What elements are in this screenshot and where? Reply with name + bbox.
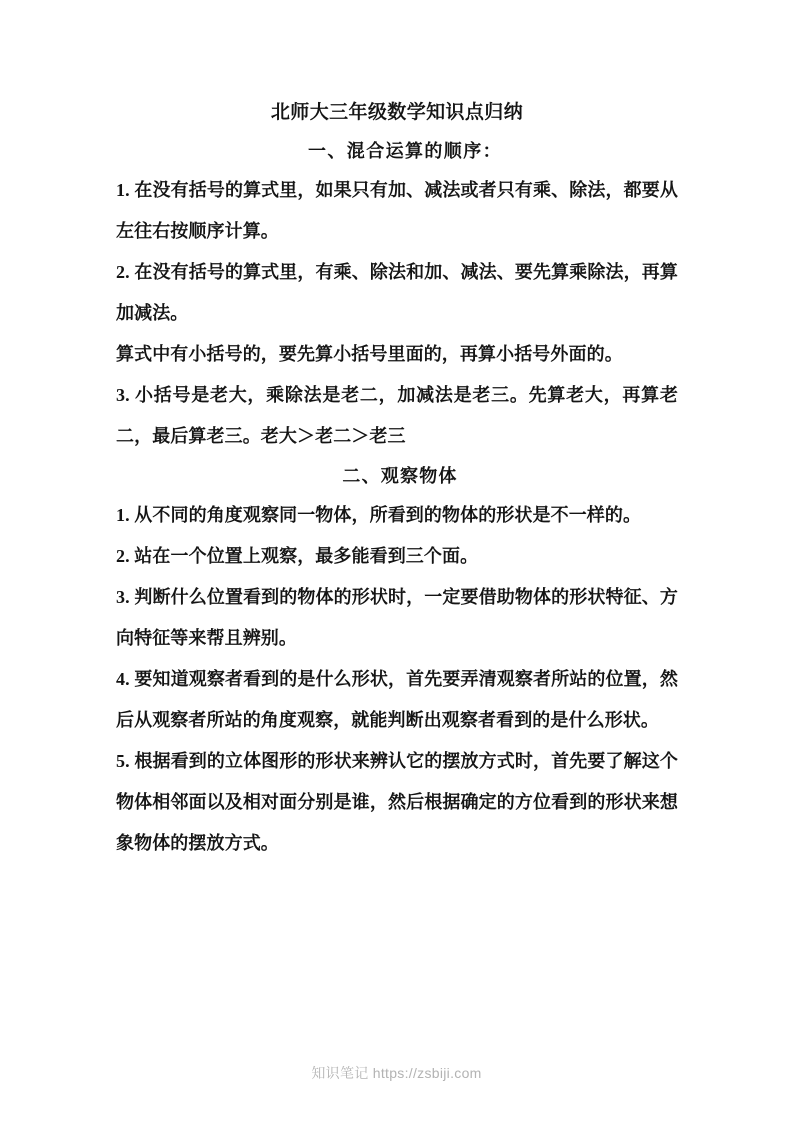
paragraph: 4. 要知道观察者看到的是什么形状，首先要弄清观察者所站的位置，然后从观察者所站的角度观察，就能判断出观察者看到的是什么形状。 [116,669,678,730]
paragraph: 2. 在没有括号的算式里，有乘、除法和加、减法、要先算乘除法，再算加减法。 [116,262,678,323]
paragraph: 3. 小括号是老大，乘除法是老二，加减法是老三。先算老大，再算老二，最后算老三。老大＞老二＞老三 [116,385,678,446]
page-title: 北师大三年级数学知识点归纳 [270,102,524,123]
document-body [116,96,678,864]
paragraph: 算式中有小括号的，要先算小括号里面的，再算小括号外面的。 [116,344,623,364]
paragraph: 5. 根据看到的立体图形的形状来辨认它的摆放方式时，首先要了解这个物体相邻面以及相对面分别是谁，然后根据确定的方位看到的形状来想象物体的摆放方式。 [116,751,678,853]
section-observing-objects [116,459,678,864]
paragraph: 1. 从不同的角度观察同一物体，所看到的物体的形状是不一样的。 [116,505,642,525]
paragraph: 2. 站在一个位置上观察，最多能看到三个面。 [116,546,479,566]
paragraph: 1. 在没有括号的算式里，如果只有加、减法或者只有乘、除法，都要从左往右按顺序计算。 [116,180,678,241]
paragraph: 3. 判断什么位置看到的物体的形状时，一定要借助物体的形状特征、方向特征等来帮且辨别。 [116,587,678,648]
section-mixed-operations [116,134,678,457]
footer-watermark: 知识笔记 https://zsbiji.com [311,1065,482,1081]
section-heading-one: 一、混合运算的顺序： [308,141,502,161]
section-heading-two: 二、观察物体 [342,466,458,486]
